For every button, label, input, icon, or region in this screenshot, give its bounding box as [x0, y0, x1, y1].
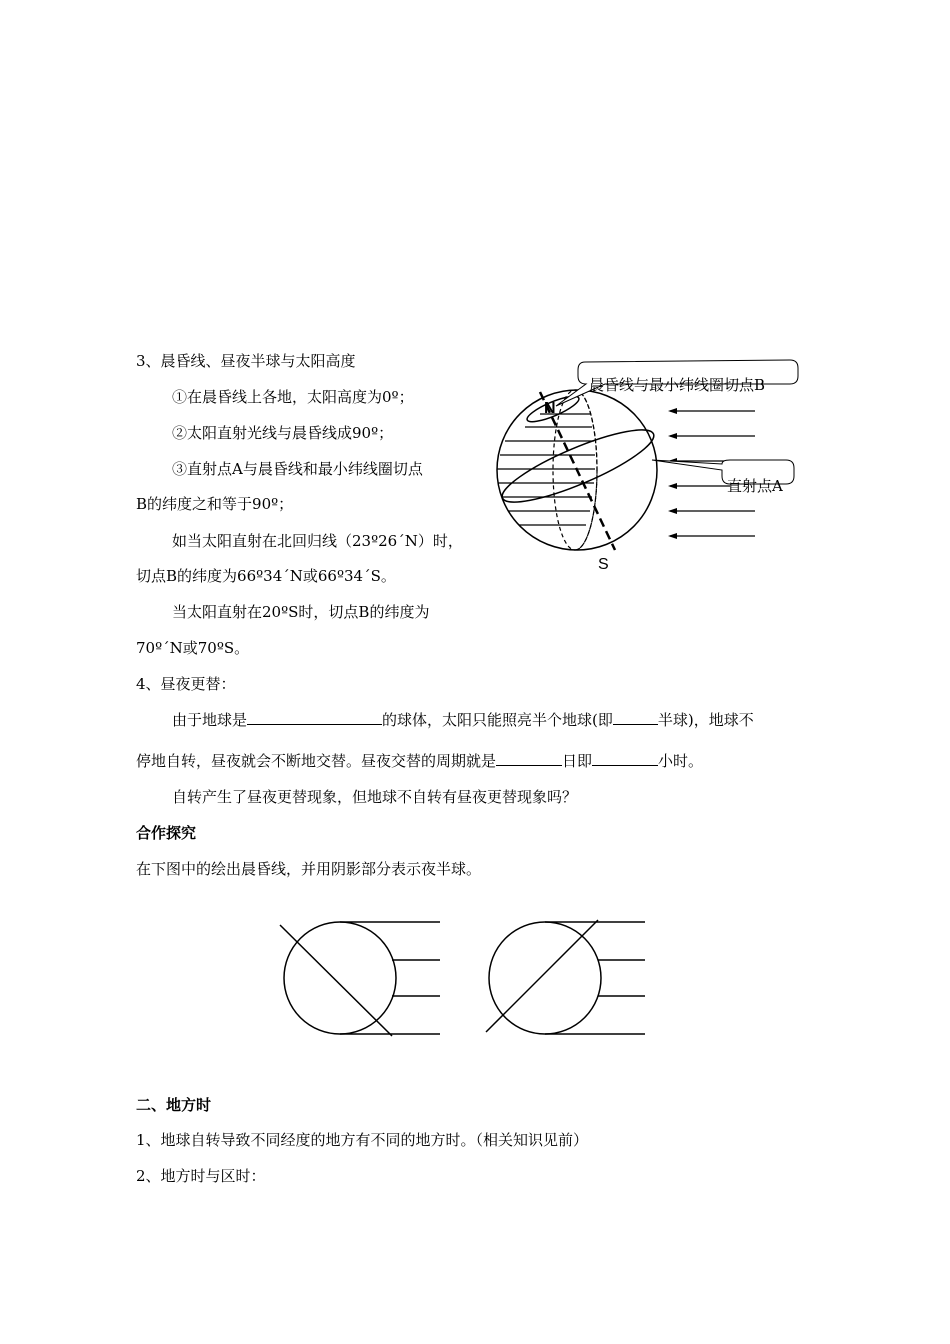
section3-item3-line1: ③直射点A与晨昏线和最小纬线圈切点	[172, 460, 423, 478]
local-time-item1: 1、地球自转导致不同经度的地方有不同的地方时。（相关知识见前）	[136, 1131, 589, 1149]
equator-ellipse	[495, 417, 660, 514]
blank-day-period[interactable]	[496, 751, 562, 766]
blank-shape[interactable]	[247, 710, 382, 725]
p1-text-b: 的球体，太阳只能照亮半个地球(即	[382, 711, 613, 729]
p2-text-c: 小时。	[658, 752, 704, 770]
section3-item2: ②太阳直射光线与晨昏线成90º；	[172, 424, 394, 442]
section4-question: 自转产生了昼夜更替现象，但地球不自转有昼夜更替现象吗？	[172, 788, 578, 806]
blank-hours[interactable]	[592, 751, 658, 766]
callout-a-label: 直射点A	[727, 477, 783, 495]
cooperation-heading: 合作探究	[136, 824, 197, 842]
exercise-diagrams	[270, 912, 670, 1042]
p2-text-b: 日即	[562, 752, 593, 770]
section4-paragraph2	[136, 751, 703, 771]
section4-paragraph1	[172, 710, 754, 730]
terminator-diagram	[490, 355, 810, 575]
local-time-item2: 2、地方时与区时：	[136, 1167, 266, 1185]
section3-item1: ①在晨昏线上各地，太阳高度为0º；	[172, 388, 414, 406]
p1-text-a: 由于地球是	[172, 711, 248, 729]
exercise-diagram-left	[280, 922, 440, 1036]
section3-example2-line1: 当太阳直射在20ºS时，切点B的纬度为	[172, 603, 430, 621]
south-label: S	[598, 556, 609, 573]
section3-item3-line2: B的纬度之和等于90º；	[136, 495, 294, 513]
section3-example1-line1: 如当太阳直射在北回归线（23º26´N）时，	[172, 532, 463, 550]
p2-text-a: 停地自转，昼夜就会不断地交替。昼夜交替的周期就是	[136, 752, 497, 770]
cooperation-instruction: 在下图中的绘出晨昏线，并用阴影部分表示夜半球。	[136, 860, 482, 878]
p1-text-c: 半球)，地球不	[657, 711, 754, 729]
section3-title: 3、晨昏线、昼夜半球与太阳高度	[136, 352, 356, 370]
local-time-heading: 二、地方时	[136, 1096, 212, 1114]
north-label: N	[544, 400, 556, 417]
blank-hemisphere[interactable]	[613, 710, 658, 725]
callout-b-label: 晨昏线与最小纬线圈切点B	[589, 376, 766, 394]
section3-example1-line2: 切点B的纬度为66º34´N或66º34´S。	[136, 567, 396, 585]
exercise-diagram-right	[486, 920, 645, 1034]
section3-example2-line2: 70º´N或70ºS。	[136, 639, 250, 657]
section4-title: 4、昼夜更替：	[136, 675, 236, 693]
